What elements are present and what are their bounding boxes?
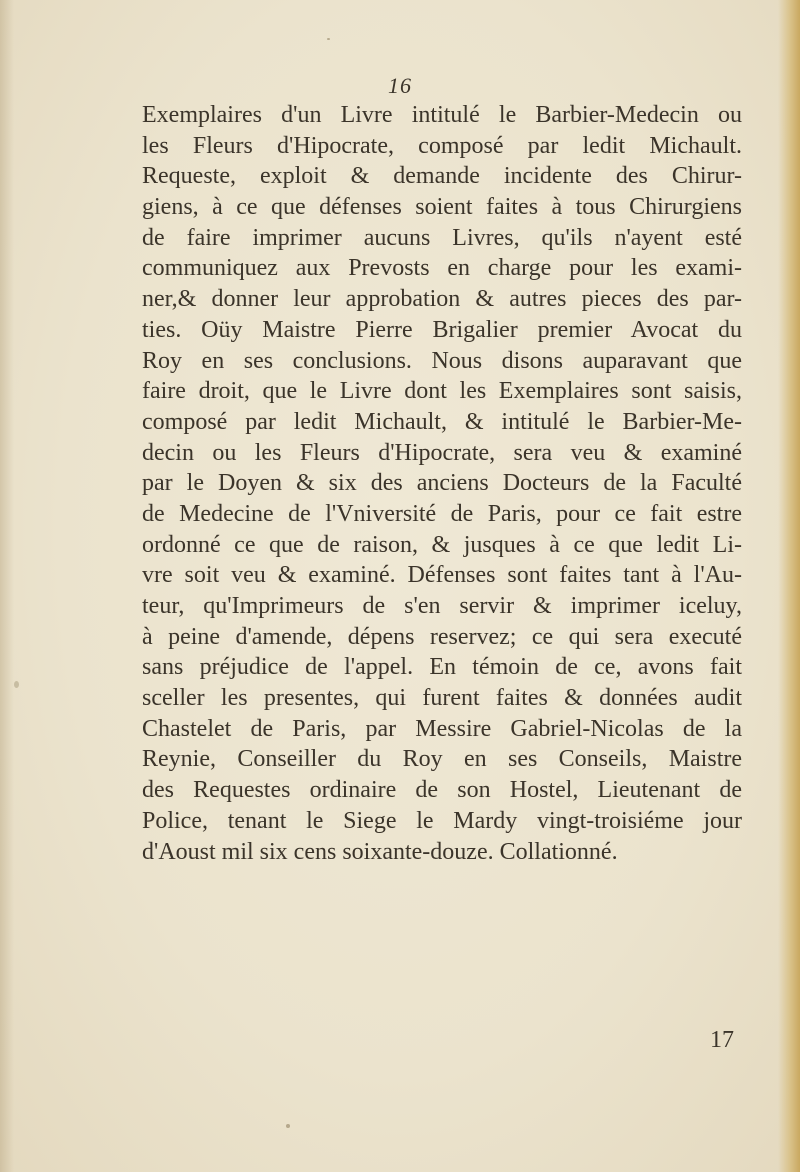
gutter-shadow xyxy=(0,0,14,1172)
text-line: des Requestes ordinaire de son Hostel, Lieutenant de xyxy=(142,777,742,804)
page-edge xyxy=(778,0,800,1172)
text-line: vre soit veu & examiné. Défenses sont faites tant à l'Au- xyxy=(142,562,742,589)
text-line: Police, tenant le Siege le Mardy vingt-troisiéme jour xyxy=(142,807,742,834)
paper-speck xyxy=(286,1124,290,1128)
text-line: Roy en ses conclusions. Nous disons auparavant que xyxy=(142,347,742,374)
page-number: 16 xyxy=(388,73,412,98)
text-line: ordonné ce que de raison, & jusques à ce que ledit Li- xyxy=(142,531,742,558)
text-line: Chastelet de Paris, par Messire Gabriel-Nicolas de la xyxy=(142,715,742,742)
text-line: composé par ledit Michault, & intitulé le Barbier-Me- xyxy=(142,408,742,435)
text-line: Reynie, Conseiller du Roy en ses Conseils, Maistre xyxy=(142,746,742,773)
text-line: de Medecine de l'Vniversité de Paris, pour ce fait estre xyxy=(142,500,742,527)
text-line: giens, à ce que défenses soient faites à tous Chirurgiens xyxy=(142,194,742,221)
text-line: Exemplaires d'un Livre intitulé le Barbier-Medecin ou xyxy=(142,102,742,128)
text-line: d'Aoust mil six cens soixante-douze. Collationné. xyxy=(142,838,618,865)
text-line: sans préjudice de l'appel. En témoin de ce, avons fait xyxy=(142,654,742,681)
body-text xyxy=(142,100,742,867)
text-line: decin ou les Fleurs d'Hipocrate, sera veu & examiné xyxy=(142,439,742,466)
text-line: Requeste, exploit & demande incidente des Chirur- xyxy=(142,163,742,190)
text-line: à peine d'amende, dépens reservez; ce qui sera executé xyxy=(142,623,742,650)
text-line: les Fleurs d'Hipocrate, composé par ledit Michault. xyxy=(142,132,742,159)
paper-speck xyxy=(327,38,330,40)
text-line: faire droit, que le Livre dont les Exemplaires sont saisis, xyxy=(142,378,742,405)
text-line: communiquez aux Prevosts en charge pour les exami- xyxy=(142,255,742,282)
text-line: ner,& donner leur approbation & autres pieces des par- xyxy=(142,286,742,313)
text-line: ties. Oüy Maistre Pierre Brigalier premier Avocat du xyxy=(142,316,742,343)
text-line: sceller les presentes, qui furent faites & données audit xyxy=(142,685,742,712)
text-line: teur, qu'Imprimeurs de s'en servir & imprimer iceluy, xyxy=(142,593,742,619)
text-line: de faire imprimer aucuns Livres, qu'ils n'ayent esté xyxy=(142,224,742,251)
paper-speck xyxy=(14,681,19,688)
text-line: par le Doyen & six des anciens Docteurs de la Faculté xyxy=(142,470,742,497)
catchword: 17 xyxy=(710,1027,734,1053)
